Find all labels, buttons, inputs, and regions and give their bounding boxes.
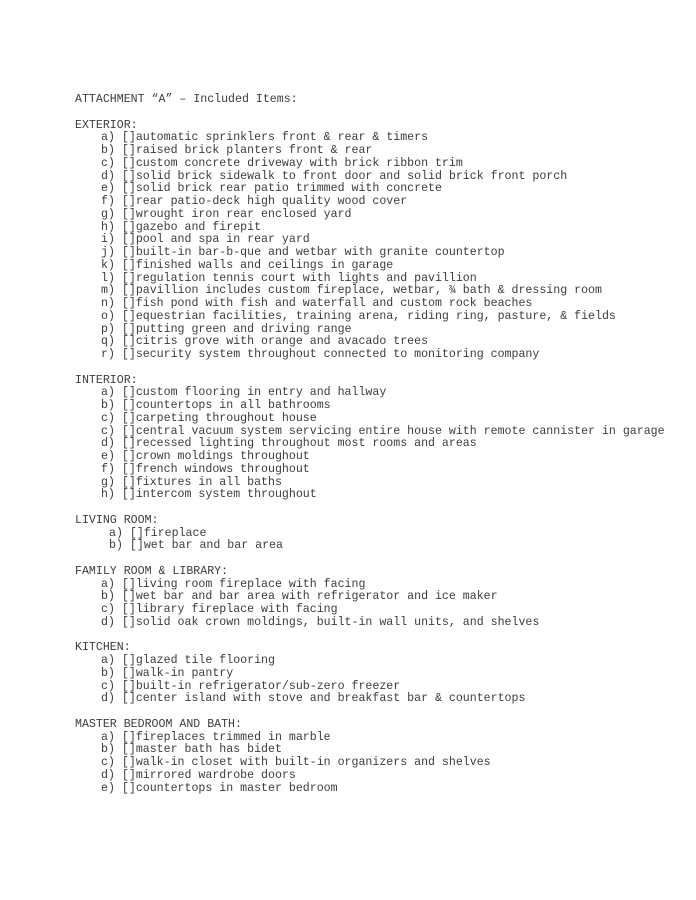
item-text: pavillion includes custom fireplace, wetbar, ¾ bath & dressing room bbox=[135, 284, 602, 298]
checkbox-brackets: [] bbox=[121, 258, 136, 272]
checkbox-brackets: [] bbox=[121, 131, 136, 145]
item-text: gazebo and firepit bbox=[135, 220, 262, 234]
item-text: custom flooring in entry and hallway bbox=[135, 386, 387, 400]
item-letter: c) bbox=[101, 603, 115, 616]
checkbox-brackets: [] bbox=[121, 577, 136, 591]
list-item bbox=[101, 693, 665, 706]
item-text: center island with stove and breakfast bar & countertops bbox=[135, 692, 526, 706]
item-text: french windows throughout bbox=[135, 462, 310, 476]
checkbox-brackets: [] bbox=[121, 590, 136, 604]
list-item bbox=[101, 783, 665, 796]
item-letter: d) bbox=[101, 615, 115, 629]
item-letter: e) bbox=[101, 182, 115, 196]
checkbox-brackets: [] bbox=[121, 271, 136, 285]
item-text: carpeting throughout house bbox=[135, 411, 317, 425]
checkbox-brackets: [] bbox=[121, 768, 136, 782]
list-item bbox=[101, 489, 665, 502]
item-text: citris grove with orange and avacado trees bbox=[135, 335, 429, 349]
item-text: countertops in all bathrooms bbox=[135, 399, 331, 412]
checkbox-brackets: [] bbox=[121, 348, 136, 361]
item-text: glazed tile flooring bbox=[135, 654, 275, 667]
item-text: solid oak crown moldings, built-in wall units, and shelves bbox=[135, 615, 540, 629]
checkbox-brackets: [] bbox=[121, 207, 136, 221]
section-heading: MASTER BEDROOM AND BATH: bbox=[75, 717, 242, 731]
checkbox-brackets: [] bbox=[121, 297, 136, 310]
item-text: built-in bar-b-que and wetbar with granite countertop bbox=[135, 246, 505, 259]
checkbox-brackets: [] bbox=[121, 144, 136, 157]
checkbox-brackets: [] bbox=[121, 233, 136, 247]
section-heading: INTERIOR: bbox=[75, 373, 138, 387]
checkbox-brackets: [] bbox=[121, 424, 136, 438]
sections-container bbox=[75, 120, 665, 796]
item-letter: e) bbox=[101, 781, 115, 795]
checkbox-brackets: [] bbox=[121, 246, 136, 259]
item-letter: a) bbox=[101, 386, 115, 400]
item-letter: j) bbox=[101, 246, 115, 259]
item-letter: h) bbox=[101, 220, 115, 234]
checkbox-brackets: [] bbox=[121, 743, 136, 757]
item-text: raised brick planters front & rear bbox=[135, 144, 373, 157]
item-text: wet bar and bar area with refrigerator and ice maker bbox=[135, 590, 498, 604]
checkbox-brackets: [] bbox=[121, 475, 136, 489]
checkbox-brackets: [] bbox=[129, 539, 144, 553]
item-letter: b) bbox=[101, 666, 115, 680]
item-letter: o) bbox=[101, 309, 115, 323]
item-letter: d) bbox=[101, 768, 115, 782]
item-letter: c) bbox=[101, 679, 115, 693]
item-text: mirrored wardrobe doors bbox=[135, 768, 296, 782]
item-text: intercom system throughout bbox=[135, 488, 317, 502]
item-letter: h) bbox=[101, 488, 115, 502]
item-letter: i) bbox=[101, 233, 115, 247]
checkbox-brackets: [] bbox=[121, 666, 136, 680]
item-text: recessed lighting throughout most rooms and areas bbox=[135, 437, 477, 451]
item-letter: a) bbox=[101, 730, 115, 744]
item-text: wet bar and bar area bbox=[143, 539, 283, 553]
item-letter: k) bbox=[101, 258, 115, 272]
item-letter: b) bbox=[101, 144, 115, 157]
item-text: walk-in pantry bbox=[135, 666, 234, 680]
item-letter: c) bbox=[101, 411, 115, 425]
item-text: living room fireplace with facing bbox=[135, 577, 366, 591]
item-text: built-in refrigerator/sub-zero freezer bbox=[135, 679, 401, 693]
item-text: automatic sprinklers front & rear & timers bbox=[135, 131, 429, 145]
checkbox-brackets: [] bbox=[121, 488, 136, 502]
checkbox-brackets: [] bbox=[121, 284, 136, 298]
item-text: solid brick sidewalk to front door and solid brick front porch bbox=[135, 169, 568, 183]
list-item bbox=[109, 540, 665, 553]
checkbox-brackets: [] bbox=[121, 195, 136, 208]
checkbox-brackets: [] bbox=[121, 156, 136, 170]
checkbox-brackets: [] bbox=[129, 526, 144, 540]
item-text: crown moldings throughout bbox=[135, 450, 310, 463]
list-item bbox=[101, 349, 665, 362]
item-letter: a) bbox=[109, 526, 123, 540]
item-letter: d) bbox=[101, 169, 115, 183]
item-letter: r) bbox=[101, 348, 115, 361]
item-letter: q) bbox=[101, 335, 115, 349]
item-letter: n) bbox=[101, 297, 115, 310]
list-item bbox=[101, 617, 665, 630]
item-letter: l) bbox=[101, 271, 115, 285]
item-text: solid brick rear patio trimmed with concrete bbox=[135, 182, 442, 196]
item-text: central vacuum system servicing entire house with remote cannister in garage bbox=[135, 424, 665, 438]
item-letter: a) bbox=[101, 654, 115, 667]
checkbox-brackets: [] bbox=[121, 322, 136, 336]
checkbox-brackets: [] bbox=[121, 169, 136, 183]
checkbox-brackets: [] bbox=[121, 399, 136, 412]
section-heading: KITCHEN: bbox=[75, 641, 131, 655]
checkbox-brackets: [] bbox=[121, 730, 136, 744]
item-letter: p) bbox=[101, 322, 115, 336]
item-letter: b) bbox=[109, 539, 123, 553]
item-letter: c) bbox=[101, 756, 115, 769]
section-heading: EXTERIOR: bbox=[75, 118, 138, 132]
checkbox-brackets: [] bbox=[121, 462, 136, 476]
item-letter: b) bbox=[101, 399, 115, 412]
item-letter: b) bbox=[101, 590, 115, 604]
checkbox-brackets: [] bbox=[121, 781, 136, 795]
item-text: security system throughout connected to monitoring company bbox=[135, 348, 540, 361]
item-letter: d) bbox=[101, 437, 115, 451]
checkbox-brackets: [] bbox=[121, 654, 136, 667]
checkbox-brackets: [] bbox=[121, 309, 136, 323]
item-letter: c) bbox=[101, 424, 115, 438]
item-text: regulation tennis court with lights and pavillion bbox=[135, 271, 477, 285]
item-text: library fireplace with facing bbox=[135, 603, 338, 616]
item-letter: a) bbox=[101, 577, 115, 591]
item-text: fireplaces trimmed in marble bbox=[135, 730, 331, 744]
item-letter: b) bbox=[101, 743, 115, 757]
checkbox-brackets: [] bbox=[121, 182, 136, 196]
item-text: pool and spa in rear yard bbox=[135, 233, 310, 247]
item-text: equestrian facilities, training arena, riding ring, pasture, & fields bbox=[135, 309, 616, 323]
item-letter: g) bbox=[101, 475, 115, 489]
item-letter: m) bbox=[101, 284, 115, 298]
checkbox-brackets: [] bbox=[121, 411, 136, 425]
checkbox-brackets: [] bbox=[121, 437, 136, 451]
checkbox-brackets: [] bbox=[121, 756, 136, 769]
item-text: master bath has bidet bbox=[135, 743, 282, 757]
item-text: fireplace bbox=[143, 526, 207, 540]
item-text: finished walls and ceilings in garage bbox=[135, 258, 394, 272]
item-text: rear patio-deck high quality wood cover bbox=[135, 195, 408, 208]
item-letter: f) bbox=[101, 195, 115, 208]
item-letter: e) bbox=[101, 450, 115, 463]
checkbox-brackets: [] bbox=[121, 692, 136, 706]
item-text: fish pond with fish and waterfall and custom rock beaches bbox=[135, 297, 533, 310]
item-text: fixtures in all baths bbox=[135, 475, 282, 489]
item-text: countertops in master bedroom bbox=[135, 781, 338, 795]
page-title: ATTACHMENT “A” – Included Items: bbox=[75, 93, 298, 106]
document-body bbox=[75, 94, 665, 795]
item-text: walk-in closet with built-in organizers and shelves bbox=[135, 756, 491, 769]
section-heading: FAMILY ROOM & LIBRARY: bbox=[75, 564, 229, 578]
checkbox-brackets: [] bbox=[121, 615, 136, 629]
checkbox-brackets: [] bbox=[121, 679, 136, 693]
checkbox-brackets: [] bbox=[121, 603, 136, 616]
item-text: custom concrete driveway with brick ribbon trim bbox=[135, 156, 463, 170]
checkbox-brackets: [] bbox=[121, 450, 136, 463]
section-heading: LIVING ROOM: bbox=[75, 513, 159, 527]
item-text: wrought iron rear enclosed yard bbox=[135, 207, 352, 221]
item-letter: g) bbox=[101, 207, 115, 221]
item-letter: a) bbox=[101, 131, 115, 145]
item-letter: c) bbox=[101, 156, 115, 170]
item-letter: d) bbox=[101, 692, 115, 706]
checkbox-brackets: [] bbox=[121, 386, 136, 400]
checkbox-brackets: [] bbox=[121, 335, 136, 349]
item-letter: f) bbox=[101, 462, 115, 476]
checkbox-brackets: [] bbox=[121, 220, 136, 234]
item-text: putting green and driving range bbox=[135, 322, 352, 336]
